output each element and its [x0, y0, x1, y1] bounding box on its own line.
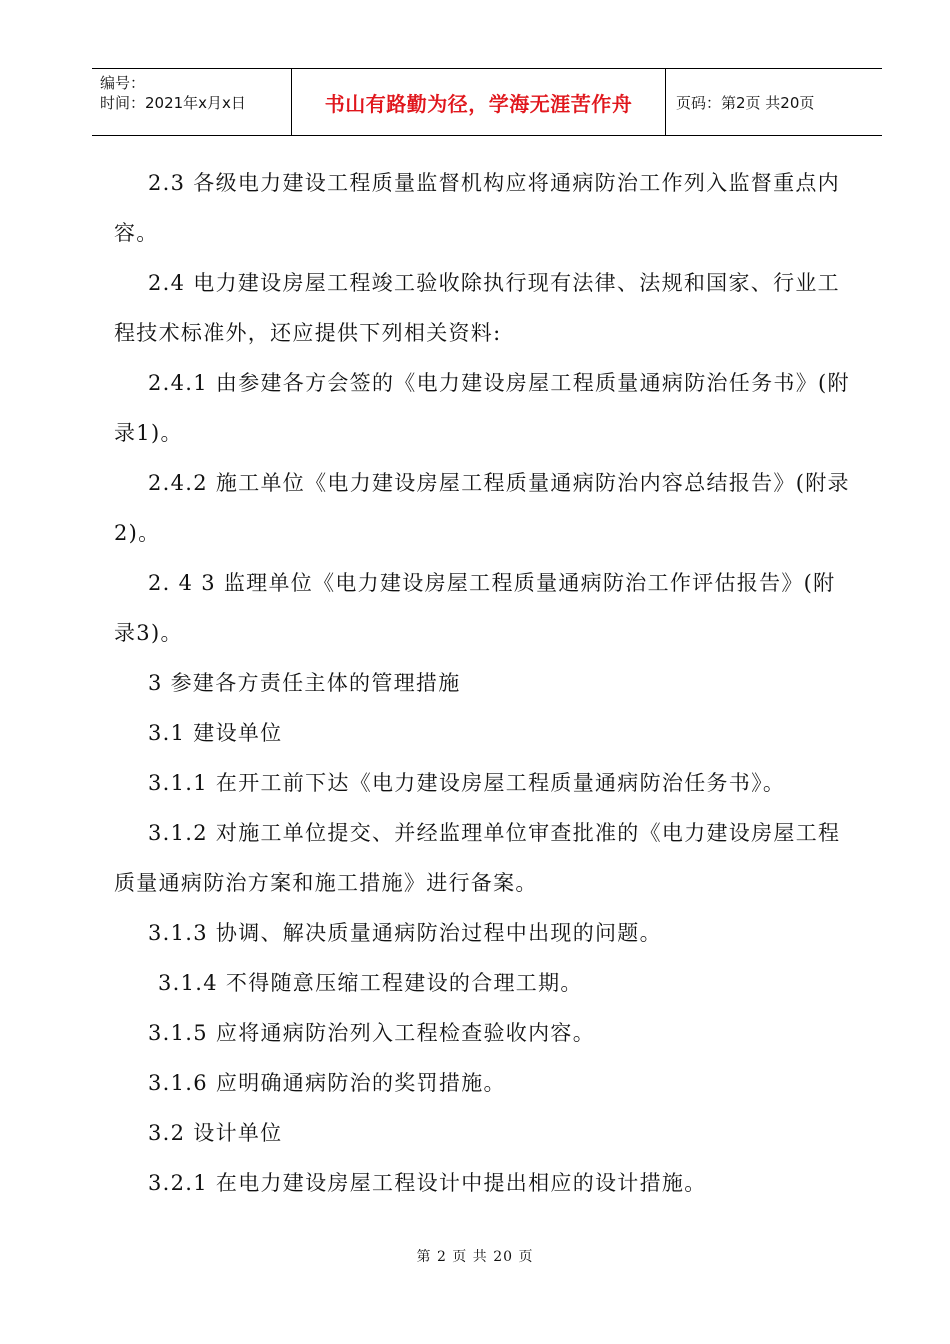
- number-label: 编号：: [100, 74, 146, 92]
- paragraph-3-1-4: 3.1.4 不得随意压缩工程建设的合理工期。: [158, 971, 583, 995]
- header-meta-cell: [92, 69, 292, 135]
- paragraph-3-2-1: 3.2.1 在电力建设房屋工程设计中提出相应的设计措施。: [148, 1171, 707, 1195]
- header-page-info: 页码：第2页 共20页: [676, 93, 815, 112]
- page-footer: 第 2 页 共 20 页: [416, 1249, 534, 1265]
- paragraph-2-4-1-line-2: 录1)。: [114, 421, 183, 445]
- document-header: [92, 68, 882, 136]
- paragraph-2-4-3-line-1: 2. 4 3 监理单位《电力建设房屋工程质量通病防治工作评估报告》(附: [148, 571, 836, 595]
- paragraph-2-4-2-line-1: 2.4.2 施工单位《电力建设房屋工程质量通病防治内容总结报告》(附录: [148, 471, 850, 495]
- paragraph-3-1-6: 3.1.6 应明确通病防治的奖罚措施。: [148, 1071, 506, 1095]
- paragraph-3-1-5: 3.1.5 应将通病防治列入工程检查验收内容。: [148, 1021, 596, 1045]
- paragraph-3-1-2-line-1: 3.1.2 对施工单位提交、并经监理单位审查批准的《电力建设房屋工程: [148, 821, 841, 845]
- paragraph-2-3-line-1: 2.3 各级电力建设工程质量监督机构应将通病防治工作列入监督重点内: [148, 171, 840, 195]
- time-label: 时间：2021年x月x日: [100, 94, 246, 112]
- header-motto: 书山有路勤为径，学海无涯苦作舟: [292, 69, 666, 135]
- paragraph-3-1-1: 3.1.1 在开工前下达《电力建设房屋工程质量通病防治任务书》。: [148, 771, 786, 795]
- paragraph-3-1-3: 3.1.3 协调、解决质量通病防治过程中出现的问题。: [148, 921, 662, 945]
- paragraph-2-4-line-2: 程技术标准外，还应提供下列相关资料:: [114, 321, 502, 345]
- paragraph-2-4-3-line-2: 录3)。: [114, 621, 183, 645]
- paragraph-2-4-2-line-2: 2)。: [114, 521, 161, 545]
- section-3-heading: 3 参建各方责任主体的管理措施: [148, 671, 461, 695]
- paragraph-2-3-line-2: 容。: [114, 221, 159, 245]
- paragraph-3-1-2-line-2: 质量通病防治方案和施工措施》进行备案。: [114, 871, 538, 895]
- section-3-2-heading: 3.2 设计单位: [148, 1121, 283, 1145]
- paragraph-2-4-line-1: 2.4 电力建设房屋工程竣工验收除执行现有法律、法规和国家、行业工: [148, 271, 840, 295]
- section-3-1-heading: 3.1 建设单位: [148, 721, 283, 745]
- paragraph-2-4-1-line-1: 2.4.1 由参建各方会签的《电力建设房屋工程质量通病防治任务书》(附: [148, 371, 850, 395]
